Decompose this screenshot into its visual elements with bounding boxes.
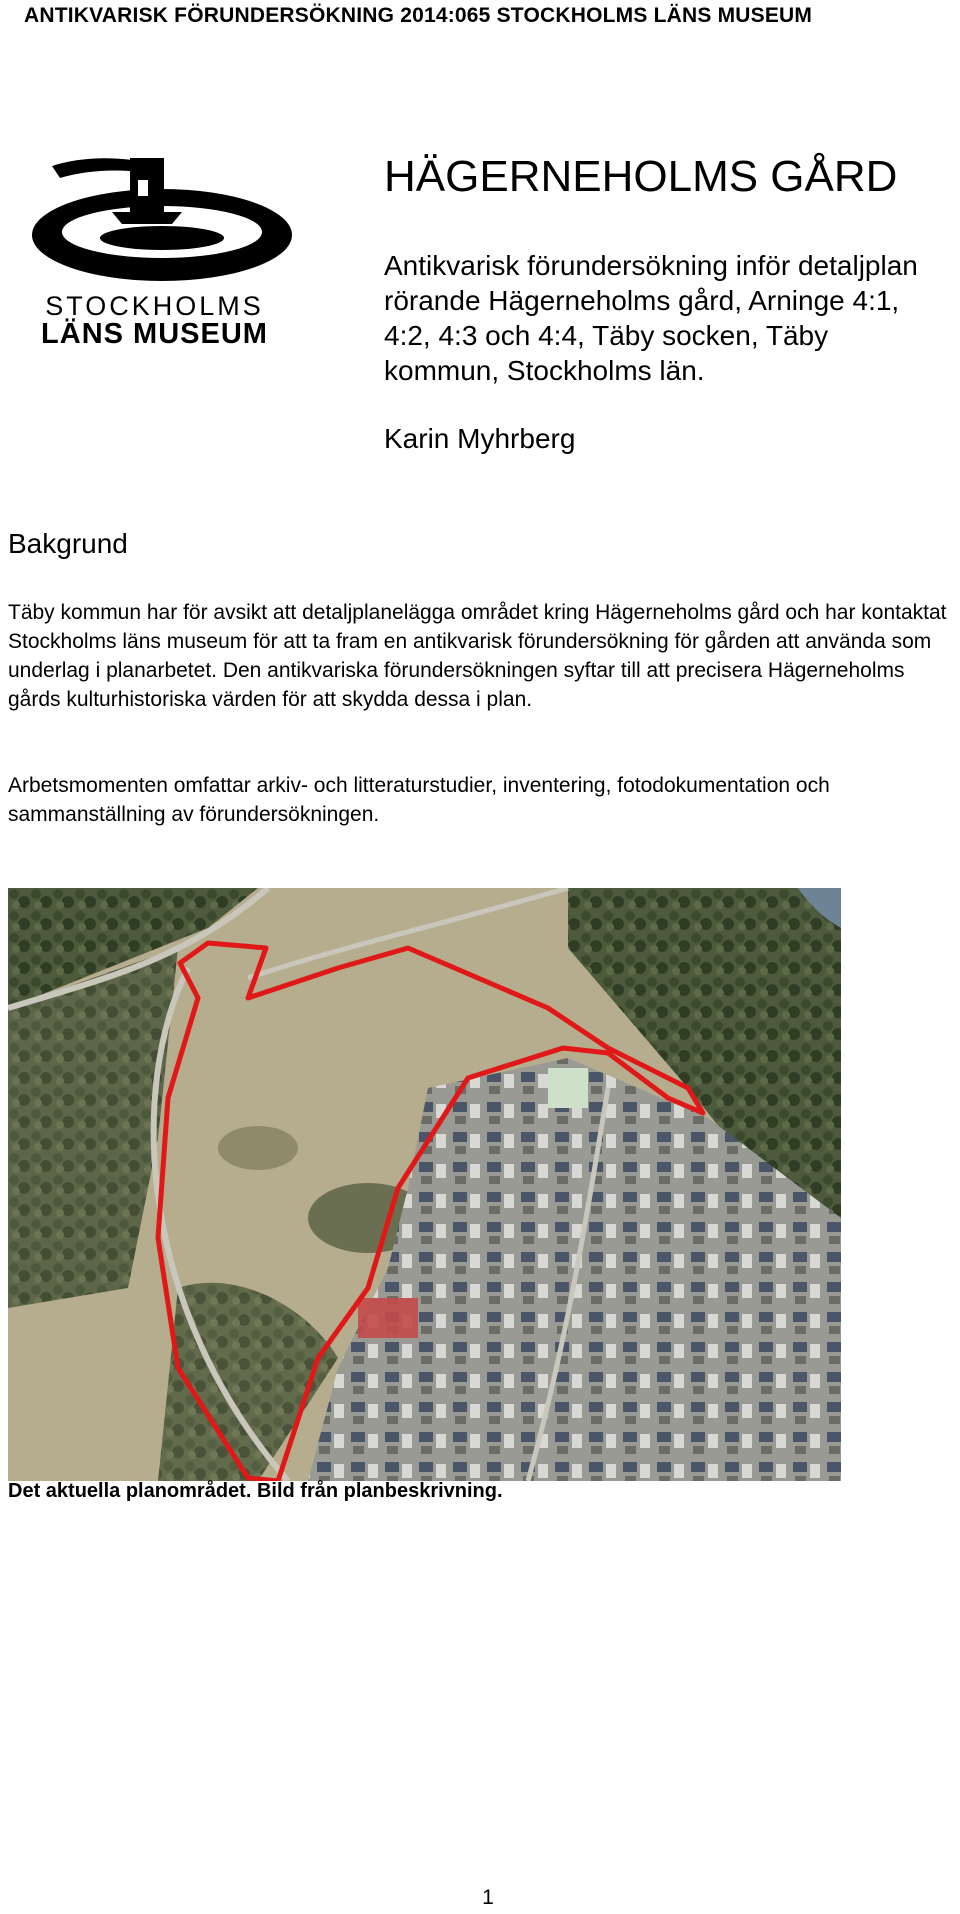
paragraph-work-steps: Arbetsmomenten omfattar arkiv- och litteraturstudier, inventering, fotodokumentation och sammanställning av förundersökningen.: [8, 774, 830, 826]
logo-text-line-2: LÄNS MUSEUM: [41, 318, 268, 350]
document-title: HÄGERNEHOLMS GÅRD: [384, 152, 898, 201]
running-header: ANTIKVARISK FÖRUNDERSÖKNING 2014:065 STOCKHOLMS LÄNS MUSEUM: [24, 4, 813, 27]
document-subtitle: Antikvarisk förundersökning inför detaljplan rörande Hägerneholms gård, Arninge 4:1, 4:2, 4:3 och 4:4, Täby socken, Täby kommun, Stockholms län.: [384, 250, 918, 386]
page-number: 1: [482, 1886, 494, 1909]
aerial-map-image: [8, 888, 841, 1481]
paragraph-background: Täby kommun har för avsikt att detaljplanelägga området kring Hägerneholms gård och har kontaktat Stockholms läns museum för att ta fram en antikvarisk förundersökning för gården att använda som underlag i planarbetet. Den antikvariska förundersökningen syftar till att precisera Hägerneholms gårds kulturhistoriska värden för att skydda dessa i plan.: [8, 601, 947, 711]
section-heading: Bakgrund: [8, 528, 128, 559]
figure-caption: Det aktuella planområdet. Bild från planbeskrivning.: [8, 1480, 503, 1502]
logo-text-line-1: STOCKHOLMS: [45, 291, 264, 321]
author-name: Karin Myhrberg: [384, 423, 576, 454]
